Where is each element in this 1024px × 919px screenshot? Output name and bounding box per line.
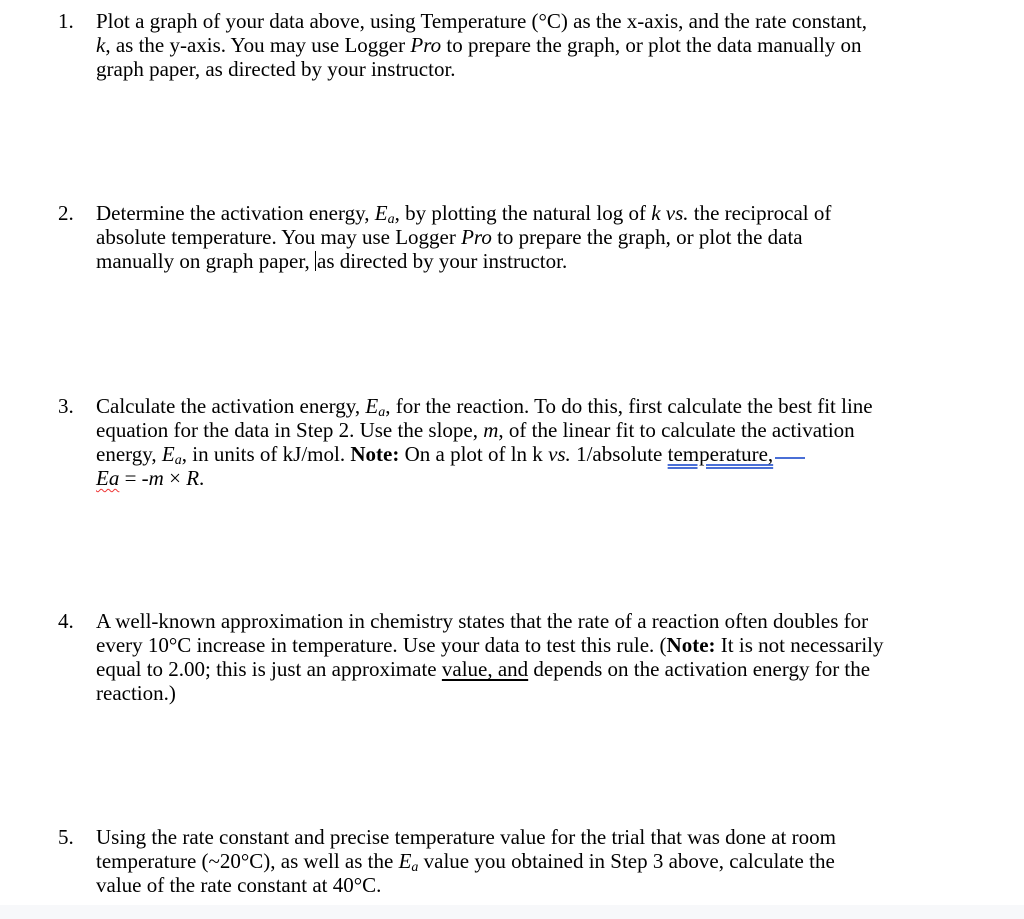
text-line: energy, $E_a$, in units of kJ/mol. Note: On a plot of ln k vs. 1/absolute temperature,: [96, 442, 1010, 466]
text-line: Plot a graph of your data above, using Temperature (°C) as the x-axis, and the rate constant,: [96, 9, 868, 33]
page-bottom-band: [0, 905, 1024, 919]
question-number: 2.: [58, 201, 74, 225]
question-text: [96, 825, 1010, 897]
text-line: absolute temperature. You may use Logger Pro to prepare the graph, or plot the data: [96, 225, 803, 249]
text-line: equation for the data in Step 2. Use the slope, m, of the linear fit to calculate the activation: [96, 418, 855, 442]
spelling-underline[interactable]: Ea: [96, 466, 120, 490]
text-line: Calculate the activation energy, $E_a$, for the reaction. To do this, first calculate the best fit line: [96, 394, 873, 420]
text-line: graph paper, as directed by your instructor.: [96, 57, 456, 81]
text-line: every 10°C increase in temperature. Use your data to test this rule. (Note: It is not necessarily: [96, 633, 884, 657]
question-number: 1.: [58, 9, 74, 33]
question-text: [96, 9, 1010, 81]
grammar-underline[interactable]: value, and: [441, 657, 529, 681]
question-number: 3.: [58, 394, 74, 418]
text-line: Ea = -m × R.: [96, 466, 205, 490]
text-line: reaction.): [96, 681, 176, 705]
question-number: 5.: [58, 825, 74, 849]
text-cursor[interactable]: [315, 251, 316, 271]
question-number: 4.: [58, 609, 74, 633]
question-text: [96, 394, 1010, 490]
text-line: k, as the y-axis. You may use Logger Pro to prepare the graph, or plot the data manually on: [96, 33, 862, 57]
grammar-underline-tail: [775, 457, 805, 459]
text-line: Using the rate constant and precise temperature value for the trial that was done at room: [96, 825, 836, 849]
question-text: [96, 609, 1010, 705]
text-line: value of the rate constant at 40°C.: [96, 873, 382, 897]
text-line: temperature (~20°C), as well as the $E_a$ value you obtained in Step 3 above, calculate the: [96, 849, 835, 875]
text-line: Determine the activation energy, $E_a$, by plotting the natural log of k vs. the reciprocal of: [96, 201, 832, 227]
text-line: manually on graph paper, as directed by your instructor.: [96, 249, 568, 273]
grammar-underline[interactable]: temperature,: [667, 442, 774, 466]
text-line: equal to 2.00; this is just an approximate value, and depends on the activation energy for the: [96, 657, 871, 681]
text-line: A well-known approximation in chemistry states that the rate of a reaction often doubles for: [96, 609, 869, 633]
question-text: [96, 201, 1010, 273]
